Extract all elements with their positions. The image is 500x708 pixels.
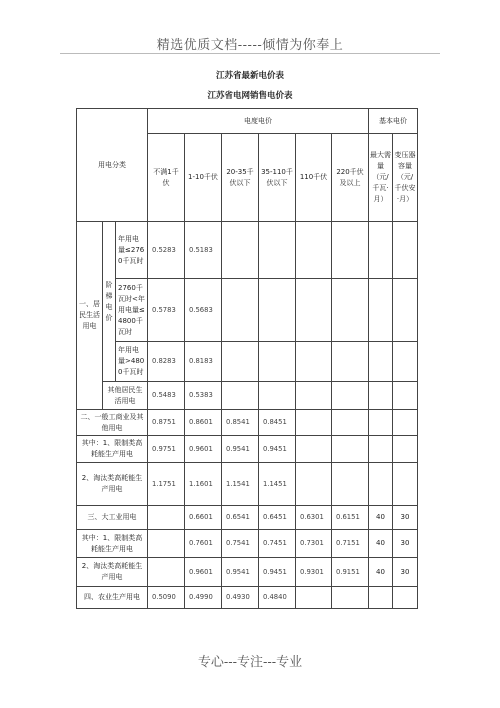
- cell-value: 0.7301: [296, 530, 332, 558]
- cell-value: [393, 410, 418, 436]
- cell-value: [393, 463, 418, 506]
- cell-value: 0.8541: [222, 410, 259, 436]
- cell-value: [259, 382, 296, 410]
- cell-value: [369, 410, 393, 436]
- cell-value: [296, 279, 332, 342]
- cell-value: [259, 222, 296, 279]
- cell-value: 0.6541: [222, 506, 259, 530]
- cell-value: [332, 463, 369, 506]
- page-footer: 专心---专注---专业: [197, 655, 303, 670]
- residential-label: 一、居民生活用电: [77, 222, 103, 410]
- page-header: 精选优质文档-----倾情为你奉上: [156, 38, 344, 53]
- cell-value: [369, 587, 393, 609]
- cell-value: 0.9751: [148, 436, 185, 463]
- header-category: 用电分类: [77, 109, 148, 222]
- cell-value: 0.8451: [259, 410, 296, 436]
- cell-value: [222, 222, 259, 279]
- cell-value: 0.9451: [259, 558, 296, 587]
- cell-value: [369, 382, 393, 410]
- cell-value: 0.9601: [185, 436, 222, 463]
- cell-value: 0.9451: [259, 436, 296, 463]
- cell-value: [369, 436, 393, 463]
- cell-value: [369, 463, 393, 506]
- cell-value: [148, 558, 185, 587]
- row-label: 其中：1、限制类高耗能生产用电: [77, 436, 148, 463]
- col-header: 35-110千伏以下: [259, 134, 296, 222]
- cell-value: 40: [369, 530, 393, 558]
- row-label: 2、淘汰类高耗能生产用电: [77, 558, 148, 587]
- cell-value: 0.4990: [185, 587, 222, 609]
- cell-value: [259, 279, 296, 342]
- cell-value: 1.1751: [148, 463, 185, 506]
- row-label: 年用电量≤2760千瓦时: [116, 222, 148, 279]
- cell-value: 1.1541: [222, 463, 259, 506]
- cell-value: 0.9301: [296, 558, 332, 587]
- tier-label: 阶梯电价: [103, 222, 116, 382]
- cell-value: 30: [393, 506, 418, 530]
- col-header: 变压器容量（元/千伏安·月）: [393, 134, 418, 222]
- row-label: 二、一般工商业及其他用电: [77, 410, 148, 436]
- cell-value: [296, 382, 332, 410]
- cell-value: 0.5783: [148, 279, 185, 342]
- cell-value: 0.7541: [222, 530, 259, 558]
- cell-value: 0.8601: [185, 410, 222, 436]
- col-header: 110千伏: [296, 134, 332, 222]
- cell-value: [332, 279, 369, 342]
- cell-value: 0.6301: [296, 506, 332, 530]
- table-title: 江苏省电网销售电价表: [207, 91, 293, 101]
- cell-value: 0.5383: [185, 382, 222, 410]
- cell-value: 1.1451: [259, 463, 296, 506]
- cell-value: 1.1601: [185, 463, 222, 506]
- cell-value: [369, 342, 393, 382]
- cell-value: [222, 342, 259, 382]
- col-header: 1-10千伏: [185, 134, 222, 222]
- cell-value: [259, 342, 296, 382]
- header-kwh-price: 电度电价: [148, 109, 369, 134]
- cell-value: [393, 382, 418, 410]
- cell-value: 30: [393, 530, 418, 558]
- cell-value: [296, 342, 332, 382]
- cell-value: 0.4840: [259, 587, 296, 609]
- cell-value: 0.4930: [222, 587, 259, 609]
- cell-value: 40: [369, 506, 393, 530]
- cell-value: [332, 410, 369, 436]
- cell-value: [148, 530, 185, 558]
- cell-value: 0.8751: [148, 410, 185, 436]
- row-label: 三、大工业用电: [77, 506, 148, 530]
- cell-value: 0.6151: [332, 506, 369, 530]
- cell-value: 0.6451: [259, 506, 296, 530]
- cell-value: [393, 279, 418, 342]
- cell-value: 0.5683: [185, 279, 222, 342]
- cell-value: 0.5283: [148, 222, 185, 279]
- cell-value: [332, 222, 369, 279]
- row-label: 其他居民生活用电: [103, 382, 148, 410]
- cell-value: 0.5090: [148, 587, 185, 609]
- cell-value: [393, 587, 418, 609]
- cell-value: 0.9151: [332, 558, 369, 587]
- col-header: 最大需量（元/千瓦·月）: [369, 134, 393, 222]
- row-label: 2760千瓦时<年用电量≤4800千瓦时: [116, 279, 148, 342]
- cell-value: [296, 436, 332, 463]
- cell-value: 40: [369, 558, 393, 587]
- cell-value: 0.8183: [185, 342, 222, 382]
- cell-value: 0.7451: [259, 530, 296, 558]
- cell-value: 0.5483: [148, 382, 185, 410]
- col-header: 不满1千伏: [148, 134, 185, 222]
- cell-value: 0.8283: [148, 342, 185, 382]
- cell-value: [369, 279, 393, 342]
- cell-value: 0.9601: [185, 558, 222, 587]
- doc-title: 江苏省最新电价表: [215, 71, 284, 81]
- cell-value: [393, 436, 418, 463]
- cell-value: [369, 222, 393, 279]
- header-basic-price: 基本电价: [369, 109, 418, 134]
- header-rule: [60, 53, 440, 54]
- cell-value: [296, 410, 332, 436]
- cell-value: 0.7151: [332, 530, 369, 558]
- cell-value: [296, 587, 332, 609]
- row-label: 四、农业生产用电: [77, 587, 148, 609]
- col-header: 220千伏及以上: [332, 134, 369, 222]
- price-table: [76, 108, 418, 609]
- cell-value: [332, 436, 369, 463]
- cell-value: [296, 222, 332, 279]
- cell-value: [393, 342, 418, 382]
- cell-value: [393, 222, 418, 279]
- col-header: 20-35千伏以下: [222, 134, 259, 222]
- cell-value: [222, 279, 259, 342]
- cell-value: [222, 382, 259, 410]
- cell-value: 0.5183: [185, 222, 222, 279]
- cell-value: [148, 506, 185, 530]
- cell-value: [332, 342, 369, 382]
- row-label: 其中：1、限制类高耗能生产用电: [77, 530, 148, 558]
- cell-value: 30: [393, 558, 418, 587]
- cell-value: 0.7601: [185, 530, 222, 558]
- cell-value: [296, 463, 332, 506]
- row-label: 年用电量>4800千瓦时: [116, 342, 148, 382]
- cell-value: 0.6601: [185, 506, 222, 530]
- cell-value: [332, 382, 369, 410]
- row-label: 2、淘汰类高耗能生产用电: [77, 463, 148, 506]
- cell-value: 0.9541: [222, 558, 259, 587]
- cell-value: [332, 587, 369, 609]
- cell-value: 0.9541: [222, 436, 259, 463]
